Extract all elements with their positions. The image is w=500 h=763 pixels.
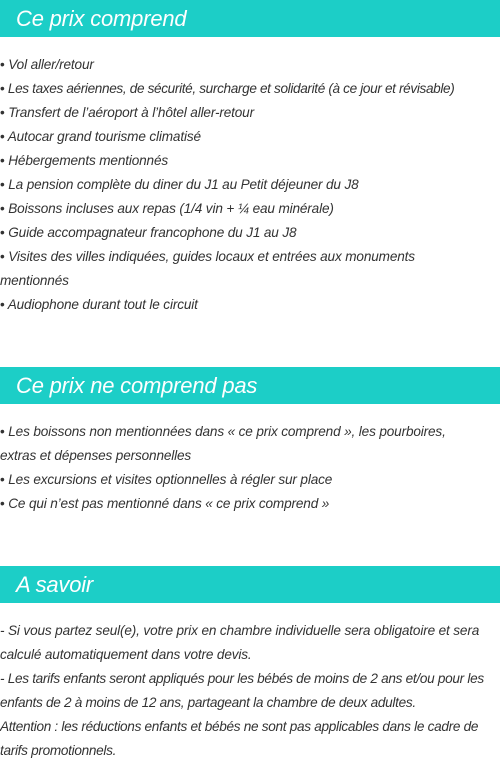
- section-title-included: Ce prix comprend: [16, 5, 187, 31]
- section-header-excluded: [0, 367, 500, 404]
- bullet-icon: •: [0, 297, 5, 312]
- bullet-icon: •: [0, 105, 5, 120]
- list-item: • Les boissons non mentionnées dans « ce prix comprend », les pourboires, extras et dépenses personnelles: [0, 424, 446, 463]
- bullet-icon: •: [0, 153, 5, 168]
- bullet-icon: •: [0, 201, 5, 216]
- list-item: Attention : les réductions enfants et bébés ne sont pas applicables dans le cadre de tarifs promotionnels.: [0, 719, 479, 758]
- list-item: • Transfert de l’aéroport à l’hôtel aller-retour: [0, 105, 254, 120]
- list-item: • Hébergements mentionnés: [0, 153, 169, 168]
- section-header-included: [0, 0, 500, 37]
- info-list: [0, 619, 500, 763]
- bullet-icon: •: [0, 225, 5, 240]
- bullet-icon: •: [0, 424, 5, 439]
- bullet-icon: •: [0, 496, 5, 511]
- bullet-icon: •: [0, 57, 5, 72]
- list-item: • Audiophone durant tout le circuit: [0, 297, 198, 312]
- excluded-list: [0, 420, 500, 516]
- section-header-info: [0, 566, 500, 603]
- list-item: - Si vous partez seul(e), votre prix en chambre individuelle sera obligatoire et sera calculé automatiquement dans votre devis.: [0, 623, 480, 662]
- list-item: • Autocar grand tourisme climatisé: [0, 129, 201, 144]
- bullet-icon: •: [0, 129, 5, 144]
- list-item: • La pension complète du diner du J1 au Petit déjeuner du J8: [0, 177, 359, 192]
- list-item: • Vol aller/retour: [0, 57, 94, 72]
- bullet-icon: •: [0, 249, 5, 264]
- list-item: • Visites des villes indiquées, guides locaux et entrées aux monuments mentionnés: [0, 249, 415, 288]
- list-item: - Les tarifs enfants seront appliqués pour les bébés de moins de 2 ans et/ou pour les enfants de 2 à moins de 12 ans, partageant la chambre de deux adultes.: [0, 671, 484, 710]
- section-title-excluded: Ce prix ne comprend pas: [16, 372, 258, 398]
- bullet-icon: •: [0, 177, 5, 192]
- list-item: • Les excursions et visites optionnelles à régler sur place: [0, 472, 333, 487]
- list-item: • Boissons incluses aux repas (1/4 vin + ¼ eau minérale): [0, 201, 334, 216]
- list-item: • Ce qui n’est pas mentionné dans « ce prix comprend »: [0, 496, 330, 511]
- bullet-icon: •: [0, 81, 5, 96]
- list-item: • Les taxes aériennes, de sécurité, surcharge et solidarité (à ce jour et révisable): [0, 81, 455, 96]
- included-list: [0, 53, 500, 317]
- bullet-icon: •: [0, 472, 5, 487]
- list-item: • Guide accompagnateur francophone du J1 au J8: [0, 225, 297, 240]
- section-title-info: A savoir: [16, 571, 94, 597]
